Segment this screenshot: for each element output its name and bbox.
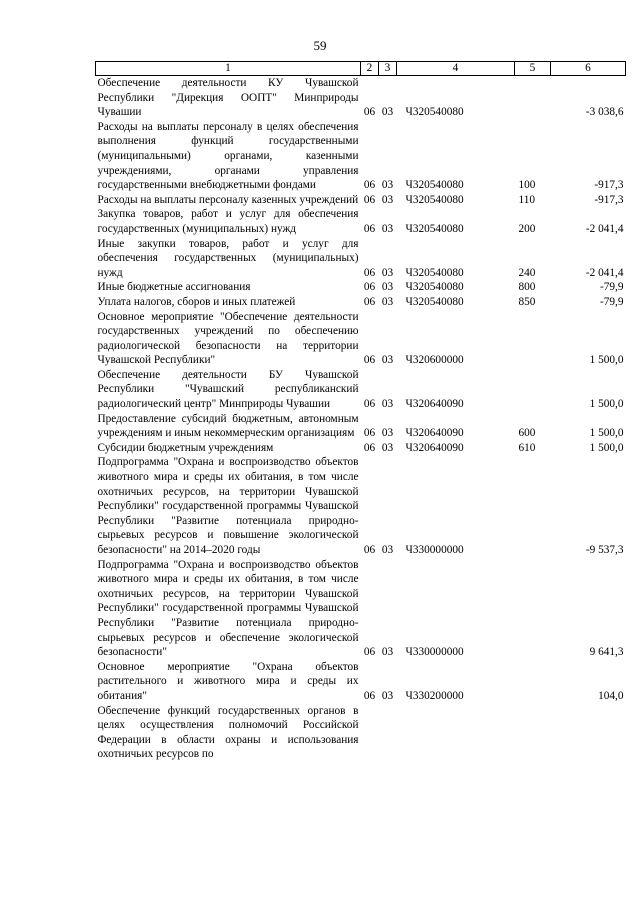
subsection-code: 03 <box>381 646 394 659</box>
subsection-code: 03 <box>381 281 394 294</box>
expense-type-code <box>515 76 551 120</box>
amount: 104,0 <box>598 689 624 702</box>
table-row <box>96 193 626 208</box>
section-code: 06 <box>363 441 376 454</box>
item-name: Субсидии бюджетным учреждениям <box>97 441 274 454</box>
item-name: Уплата налогов, сборов и иных платежей <box>97 295 296 308</box>
section-code: 06 <box>363 544 376 556</box>
item-name: Подпрограмма "Охрана и воспроизводство объектов животного мира и среды их обитания, в том числе охотничьих ресурсов, на территории Чувашской Республики" государственной программы Чувашской Республики "Развитие потенциала природно-сырьевых ресурсов и обеспечение экологической безопасности" <box>97 558 359 659</box>
header-col-1: 1 <box>96 62 361 76</box>
table-row <box>96 295 626 310</box>
amount: 1 500,0 <box>589 398 624 411</box>
expense-type-code <box>515 455 551 557</box>
header-col-2: 2 <box>361 62 379 76</box>
subsection-code: 03 <box>381 354 394 367</box>
header-col-3: 3 <box>379 62 397 76</box>
page-number: 59 <box>313 38 327 53</box>
subsection-code <box>379 704 397 762</box>
table-row <box>96 558 626 660</box>
header-col-5: 5 <box>515 62 551 76</box>
header-col-4: 4 <box>397 62 515 76</box>
item-name: Основное мероприятие "Обеспечение деятельности государственных учреждений по обеспечению радиологической безопасности на территории Чувашской Республики" <box>97 310 359 367</box>
target-article-code: Ч330200000 <box>405 689 464 702</box>
header-col-6: 6 <box>551 62 626 76</box>
item-name: Обеспечение функций государственных органов в целях осуществления полномочий Российской Федерации в области охраны и использования охотничьих ресурсов по <box>97 704 359 761</box>
item-name: Основное мероприятие "Охрана объектов растительного и животного мира и среды их обитания" <box>97 660 359 702</box>
section-code: 06 <box>363 106 376 119</box>
item-name: Иные закупки товаров, работ и услуг для обеспечения государственных (муниципальных) нужд <box>97 237 359 279</box>
subsection-code: 03 <box>381 193 394 206</box>
item-name: Закупка товаров, работ и услуг для обеспечения государственных (муниципальных) нужд <box>97 208 359 235</box>
amount: 9 641,3 <box>589 646 624 659</box>
table-row <box>96 237 626 281</box>
table-row <box>96 704 626 762</box>
section-code: 06 <box>363 398 376 411</box>
item-name: Обеспечение деятельности БУ Чувашской Республики "Чувашский республиканский радиологический центр" Минприроды Чувашии <box>97 368 359 411</box>
section-code: 06 <box>363 193 376 206</box>
subsection-code: 03 <box>381 689 394 702</box>
expense-type-code <box>515 704 551 762</box>
section-code <box>361 704 379 762</box>
table-row <box>96 207 626 236</box>
amount: 1 500,0 <box>589 427 624 440</box>
subsection-code: 03 <box>381 544 394 556</box>
target-article-code: Ч320640090 <box>405 441 464 454</box>
expense-type-code: 240 <box>518 266 536 279</box>
target-article-code: Ч320540080 <box>405 193 464 206</box>
target-article-code: Ч320540080 <box>405 266 464 279</box>
subsection-code: 03 <box>381 106 394 119</box>
subsection-code: 03 <box>381 427 394 440</box>
section-code: 06 <box>363 354 376 367</box>
subsection-code: 03 <box>381 179 394 192</box>
target-article-code: Ч320640090 <box>405 427 464 440</box>
table-row <box>96 455 626 557</box>
subsection-code: 03 <box>381 398 394 411</box>
item-name: Предоставление субсидий бюджетным, автономным учреждениям и иным некоммерческим организациям <box>97 412 359 440</box>
section-code: 06 <box>363 646 376 659</box>
amount: -9 537,3 <box>585 544 624 556</box>
item-name: Расходы на выплаты персоналу в целях обеспечения выполнения функций государственными (муниципальными) органами, казенными учреждениями, органами управления государственными внебюджетными фондами <box>97 120 359 192</box>
expense-type-code: 100 <box>518 179 536 192</box>
table-row <box>96 310 626 368</box>
expense-type-code: 800 <box>518 281 536 294</box>
table-row <box>96 368 626 412</box>
table-row <box>96 280 626 295</box>
subsection-code: 03 <box>381 295 394 308</box>
amount: -917,3 <box>594 179 624 192</box>
target-article-code: Ч320600000 <box>405 354 464 367</box>
section-code: 06 <box>363 222 376 235</box>
table-row <box>96 412 626 441</box>
expense-type-code: 200 <box>518 222 536 235</box>
item-name: Иные бюджетные ассигнования <box>97 281 251 294</box>
amount: -2 041,4 <box>585 222 624 235</box>
expense-type-code <box>515 558 551 660</box>
target-article-code: Ч320540080 <box>405 222 464 235</box>
target-article-code: Ч320640090 <box>405 398 464 411</box>
amount: -3 038,6 <box>585 106 624 119</box>
subsection-code: 03 <box>381 441 394 454</box>
target-article-code: Ч320540080 <box>405 106 464 119</box>
target-article-code: Ч320540080 <box>405 281 464 294</box>
target-article-code: Ч320540080 <box>405 295 464 308</box>
expense-type-code: 610 <box>518 441 536 454</box>
table-header-row <box>96 62 626 76</box>
table-row <box>96 660 626 704</box>
item-name: Расходы на выплаты персоналу казенных учреждений <box>97 193 359 206</box>
section-code: 06 <box>363 427 376 440</box>
target-article-code <box>397 704 515 762</box>
target-article-code: Ч330000000 <box>405 544 464 556</box>
table-row <box>96 120 626 193</box>
expense-type-code: 600 <box>518 427 536 440</box>
amount: -2 041,4 <box>585 266 624 279</box>
target-article-code: Ч320540080 <box>405 179 464 192</box>
amount: 1 500,0 <box>589 354 624 367</box>
expense-type-code <box>515 368 551 412</box>
section-code: 06 <box>363 179 376 192</box>
section-code: 06 <box>363 266 376 279</box>
section-code: 06 <box>363 295 376 308</box>
amount: 1 500,0 <box>589 441 624 454</box>
amount: -79,9 <box>599 295 624 308</box>
amount: -79,9 <box>599 281 624 294</box>
section-code: 06 <box>363 689 376 702</box>
budget-table <box>95 61 626 762</box>
item-name: Обеспечение деятельности КУ Чувашской Республики "Дирекция ООПТ" Минприроды Чувашии <box>97 77 359 119</box>
expense-type-code <box>515 310 551 368</box>
target-article-code: Ч330000000 <box>405 646 464 659</box>
table-row <box>96 76 626 120</box>
table-row <box>96 441 626 456</box>
subsection-code: 03 <box>381 266 394 279</box>
expense-type-code: 850 <box>518 295 536 308</box>
item-name: Подпрограмма "Охрана и воспроизводство объектов животного мира и среды их обитания, в том числе охотничьих ресурсов, на территории Чувашской Республики" государственной программы Чувашской Республики "Развитие потенциала природно-сырьевых ресурсов и повышение экологической безопасности" на 2014–2020 годы <box>97 456 359 556</box>
amount: -917,3 <box>594 193 624 206</box>
expense-type-code <box>515 660 551 704</box>
expense-type-code: 110 <box>518 193 536 206</box>
amount <box>551 704 626 762</box>
section-code: 06 <box>363 281 376 294</box>
subsection-code: 03 <box>381 222 394 235</box>
